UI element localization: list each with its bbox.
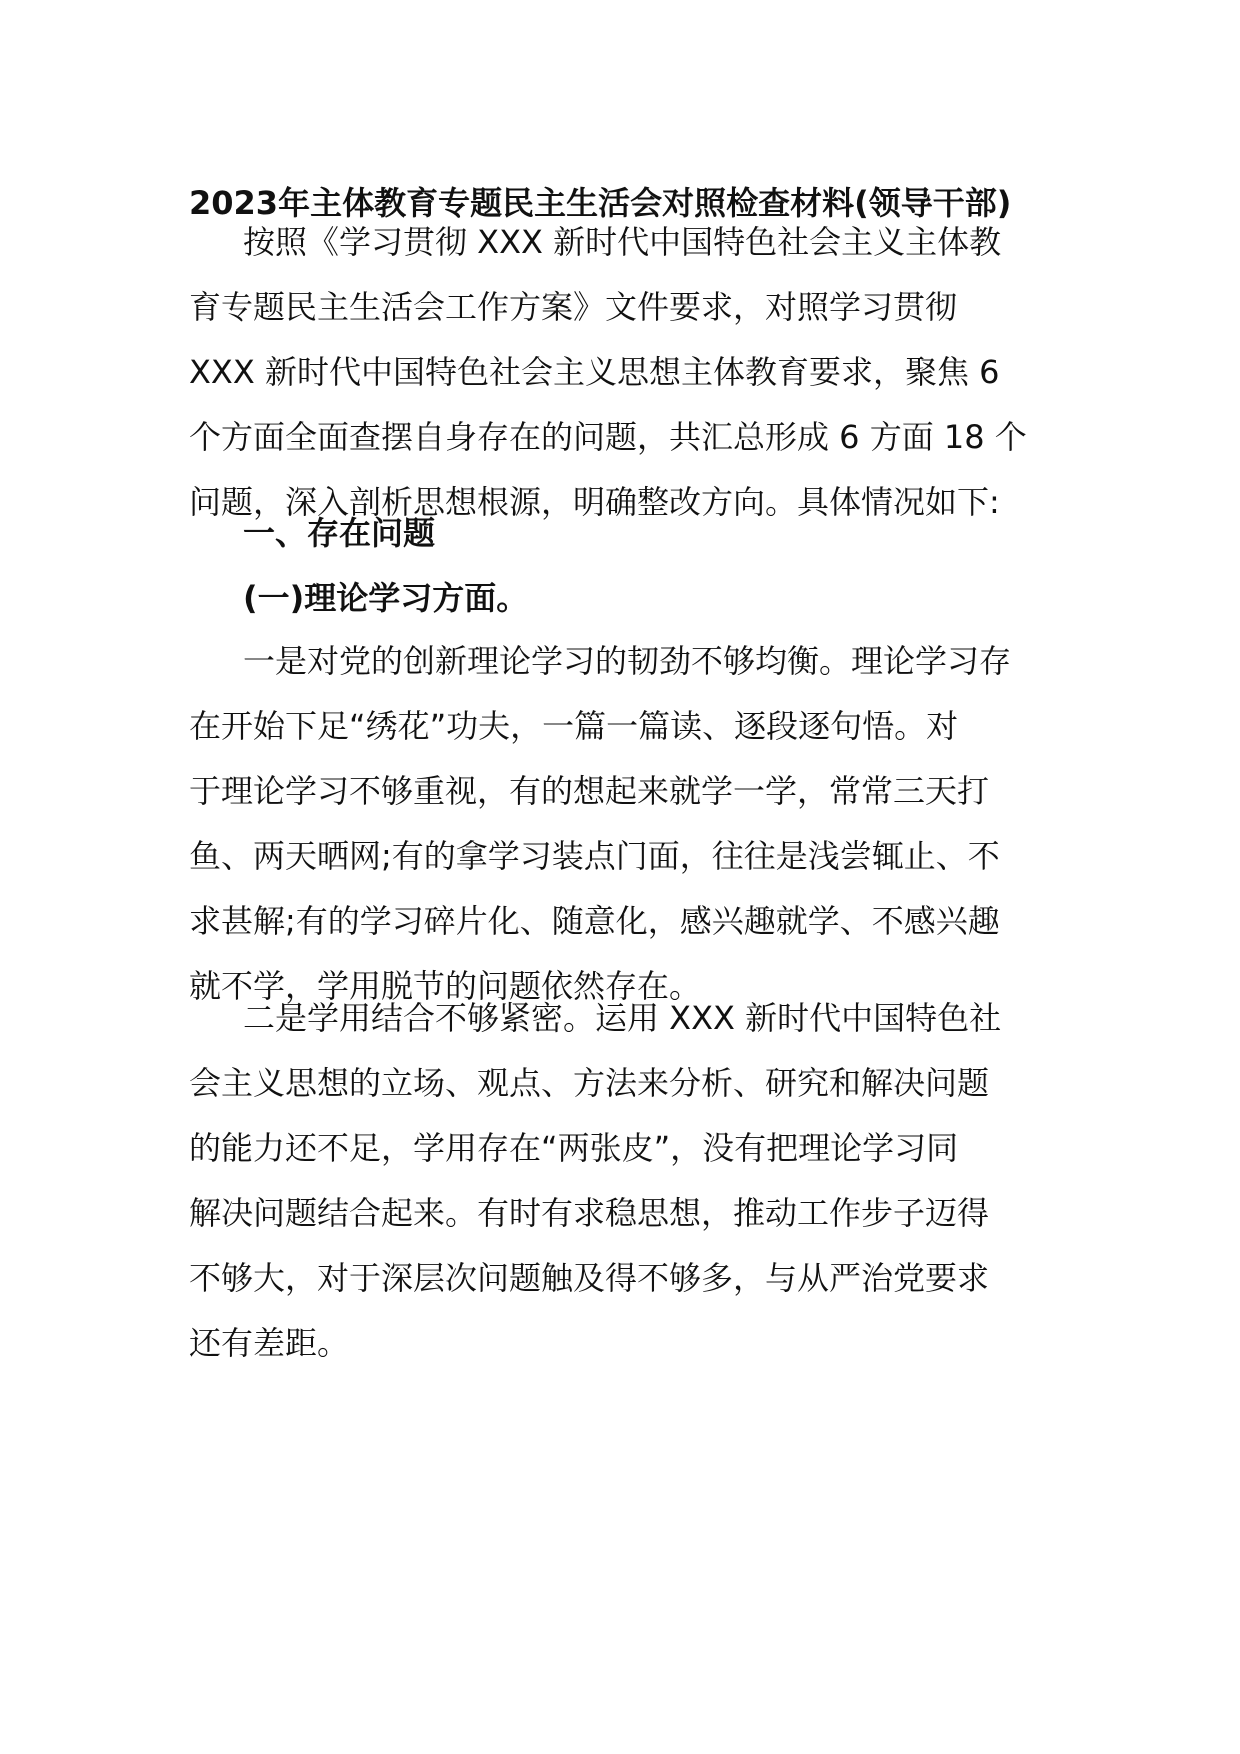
paragraph-line: 问题，深入剖析思想根源，明确整改方向。具体情况如下:: [189, 483, 1000, 521]
document-title: 2023年主体教育专题民主生活会对照检查材料(领导干部): [189, 184, 1012, 222]
paragraph-line: 求甚解;有的学习碎片化、随意化，感兴趣就学、不感兴趣: [189, 902, 1000, 940]
paragraph-line: 一是对党的创新理论学习的韧劲不够均衡。理论学习存: [243, 642, 1012, 680]
paragraph-line: 鱼、两天晒网;有的拿学习装点门面，往往是浅尝辄止、不: [189, 837, 1000, 875]
paragraph-line: 育专题民主生活会工作方案》文件要求，对照学习贯彻: [189, 288, 958, 326]
subsection-heading: [189, 566, 1059, 631]
paragraph-line: 个方面全面查摆自身存在的问题，共汇总形成 6 方面 18 个: [189, 418, 1027, 456]
paragraph-line: 二是学用结合不够紧密。运用 XXX 新时代中国特色社: [243, 999, 1002, 1037]
paragraph-line: 按照《学习贯彻 XXX 新时代中国特色社会主义主体教: [243, 223, 1002, 261]
paragraph-line: 解决问题结合起来。有时有求稳思想，推动工作步子迈得: [189, 1194, 990, 1232]
paragraph-line: XXX 新时代中国特色社会主义思想主体教育要求，聚焦 6: [189, 353, 1000, 391]
paragraph-line: 的能力还不足，学用存在“两张皮”，没有把理论学习同: [189, 1129, 959, 1167]
point-two-paragraph: [189, 986, 1059, 1376]
paragraph-line: 在开始下足“绣花”功夫，一篇一篇读、逐段逐句悟。对: [189, 707, 959, 745]
subsection-heading-text: (一)理论学习方面。: [243, 579, 529, 617]
paragraph-line: 于理论学习不够重视，有的想起来就学一学，常常三天打: [189, 772, 990, 810]
paragraph-line: 就不学，学用脱节的问题依然存在。: [189, 967, 702, 1005]
intro-paragraph: [189, 210, 1059, 535]
point-one-paragraph: [189, 629, 1059, 1019]
paragraph-line: 还有差距。: [189, 1324, 350, 1362]
section-heading-text: 一、存在问题: [243, 514, 436, 552]
paragraph-line: 会主义思想的立场、观点、方法来分析、研究和解决问题: [189, 1064, 990, 1102]
section-heading: [189, 501, 1059, 566]
paragraph-line: 不够大，对于深层次问题触及得不够多，与从严治党要求: [189, 1259, 990, 1297]
